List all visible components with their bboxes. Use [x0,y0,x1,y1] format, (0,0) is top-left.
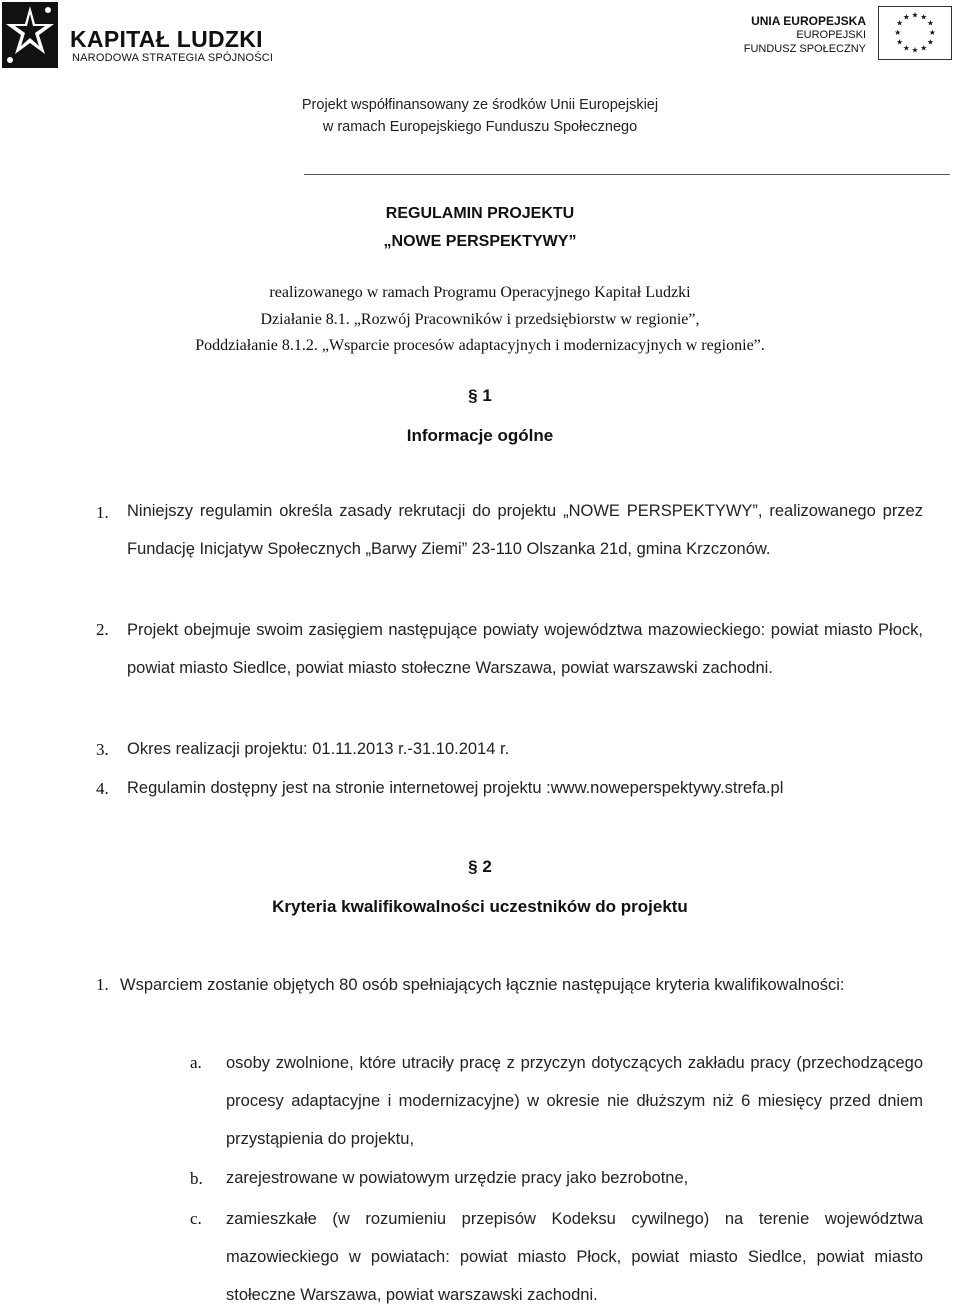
cofinance-line1: Projekt współfinansowany ze środków Unii Europejskiej [301,97,659,113]
svg-text:★: ★ [902,12,910,22]
subtitle-line1: realizowanego w ramach Programu Operacyjnego Kapitał Ludzki [269,284,691,301]
svg-text:★: ★ [902,43,910,53]
section1-item1-text: Niniejszy regulamin określa zasady rekrutacji do projektu „NOWE PERSPEKTYWY”, realizowanego przez Fundację Inicjatyw Społecznych „Barwy Ziemi” 23-110 Olszanka 21d, gmina Krzczonów. [127,502,923,558]
svg-text:★: ★ [920,12,928,22]
section2-number: § 2 [468,857,492,876]
svg-text:★: ★ [896,18,904,28]
section2-sub-a-label: a. [190,1053,202,1072]
document-title-line2: „NOWE PERSPEKTYWY” [383,233,577,250]
section1-item4-number: 4. [96,779,109,798]
svg-text:★: ★ [926,18,934,28]
section1-item2-text: Projekt obejmuje swoim zasięgiem następujące powiaty województwa mazowieckiego: powiat miasto Płock, powiat miasto Siedlce, powiat miasto stołeczne Warszawa, powiat warszawski zachodni. [127,621,923,677]
section1-item2-number: 2. [96,620,109,639]
section1-item3-number: 3. [96,740,109,759]
section2-sub-c-label: c. [190,1209,202,1228]
eu-line3: FUNDUSZ SPOŁECZNY [743,43,866,55]
section1-number: § 1 [468,386,492,405]
eu-flag-icon [878,6,952,60]
eu-line2: EUROPEJSKI [796,29,866,41]
subtitle-line3: Poddziałanie 8.1.2. „Wsparcie procesów adaptacyjnych i modernizacyjnych w regionie”. [195,337,765,354]
kapital-ludzki-star-icon [2,2,58,68]
section2-sub-b-text: zarejestrowane w powiatowym urzędzie pracy jako bezrobotne, [226,1169,689,1187]
svg-text:★: ★ [896,37,904,47]
section1-item1-number: 1. [96,503,109,522]
svg-text:★: ★ [911,45,919,55]
kapital-ludzki-subtitle: NARODOWA STRATEGIA SPÓJNOŚCI [72,52,274,64]
section2-sub-c-text: zamieszkałe (w rozumieniu przepisów Kodeksu cywilnego) na terenie województwa mazowieckiego w powiatach: powiat miasto Płock, powiat miasto Siedlce, powiat miasto stołeczne Warszawa, powiat warszawski zachodni. [226,1210,923,1304]
section1-item3-text: Okres realizacji projektu: 01.11.2013 r.-31.10.2014 r. [127,740,510,758]
section2-sub-b-label: b. [190,1169,203,1188]
cofinance-notice [0,94,960,138]
eu-logo-text [744,14,866,56]
section1-item4-text: Regulamin dostępny jest na stronie internetowej projektu :www.noweperspektywy.strefa.pl [127,779,784,797]
eu-line1: UNIA EUROPEJSKA [751,14,866,28]
subtitle-line2: Działanie 8.1. „Rozwój Pracowników i przedsiębiorstw w regionie”, [260,311,700,328]
section2-item1-text: Wsparciem zostanie objętych 80 osób spełniających łącznie następujące kryteria kwalifikowalności: [120,976,845,994]
section1-heading: Informacje ogólne [406,426,554,445]
cofinance-line2: w ramach Europejskiego Funduszu Społecznego [322,119,638,135]
document-title-line1: REGULAMIN PROJEKTU [385,205,575,222]
svg-text:★: ★ [928,27,936,37]
svg-text:★: ★ [911,10,919,20]
kapital-ludzki-logo [2,2,274,70]
header-divider [304,174,950,175]
svg-text:★: ★ [920,43,928,53]
section2-item1-number: 1. [96,975,109,994]
svg-text:★: ★ [894,27,902,37]
section2-sub-a-text: osoby zwolnione, które utraciły pracę z przyczyn dotyczących zakładu pracy (przechodzącego procesy adaptacyjne i modernizacyjne) w okresie nie dłuższym niż 6 miesięcy przed dniem przystąpienia do projektu, [226,1054,923,1148]
section2-heading: Kryteria kwalifikowalności uczestników do projektu [272,897,688,916]
svg-text:★: ★ [926,37,934,47]
kapital-ludzki-title: KAPITAŁ LUDZKI [70,26,263,52]
